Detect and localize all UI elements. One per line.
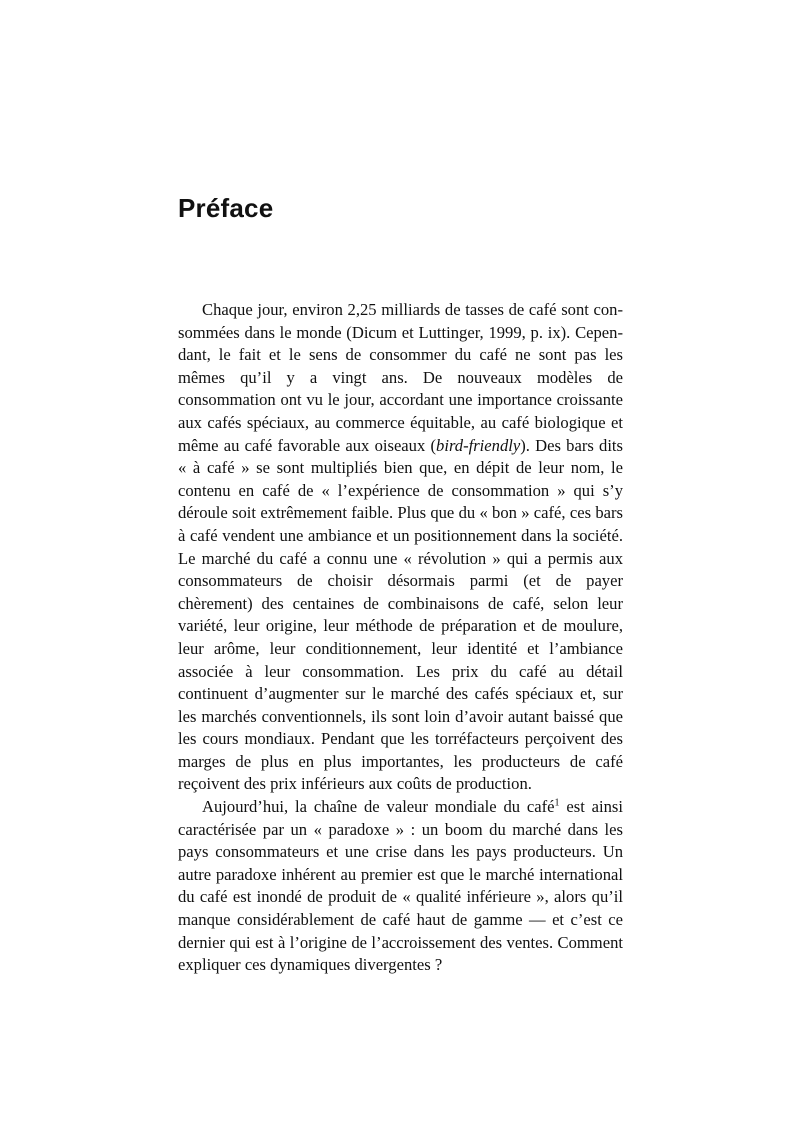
body-text <box>178 299 623 977</box>
chapter-title: Préface <box>178 193 274 223</box>
paragraph-2-text-b: est ainsi caractérisée par un « paradoxe » : un boom du marché dans les pays consommateurs et une crise dans les pays producteurs. Un autre paradoxe inhérent au premier est que le marché international du café est inondé de produit de « qualité inférieure », alors qu’il manque considérablement de café haut de gamme — et c’est ce dernier qui est à l’origine de l’accroissement des ventes. Comment expliquer ces dynamiques divergentes ? <box>178 797 623 975</box>
paragraph-1-text-b: ). Des bars dits « à café » se sont multipliés bien que, en dépit de leur nom, le contenu en café de « l’expérience de consommation » qui s’y déroule soit extrêmement faible. Plus que du « bon » café, ces bars à café vendent une ambiance et un positionnement dans la société. Le marché du café a connu une « révolution » qui a permis aux consommateurs de choisir désormais parmi (et de payer chèrement) des centaines de combinaisons de café, selon leur variété, leur origine, leur méthode de préparation et de moulure, leur arôme, leur conditionnement, leur identité et l’ambiance associée à leur consommation. Les prix du café au détail continuent d’augmenter sur le marché des cafés spéciaux et, sur les marchés conventionnels, ils sont loin d’avoir autant baissé que les cours mondiaux. Pendant que les torréfacteurs perçoivent des marges de plus en plus importantes, les producteurs de café reçoivent des prix inférieurs aux coûts de production. <box>178 435 624 794</box>
paragraph-1-text-a: Chaque jour, environ 2,25 milliards de tasses de café sont consommées dans le monde (Dicum et Luttinger, 1999, p. ix). Cependant, le fait et le sens de consommer du café ne sont pas les mêmes qu’il y a vingt ans. De nouveaux modèles de consommation ont vu le jour, accordant une importance croissante aux cafés spéciaux, au commerce équitable, au café biologique et même au café favorable aux oiseaux ( <box>178 300 623 455</box>
paragraph-1 <box>178 299 623 796</box>
paragraph-2 <box>178 796 623 977</box>
paragraph-1-italic-term: bird-friendly <box>436 435 521 455</box>
footnote-marker: 1 <box>554 797 560 809</box>
paragraph-2-text-a: Aujourd’hui, la chaîne de valeur mondiale du café <box>202 797 555 817</box>
